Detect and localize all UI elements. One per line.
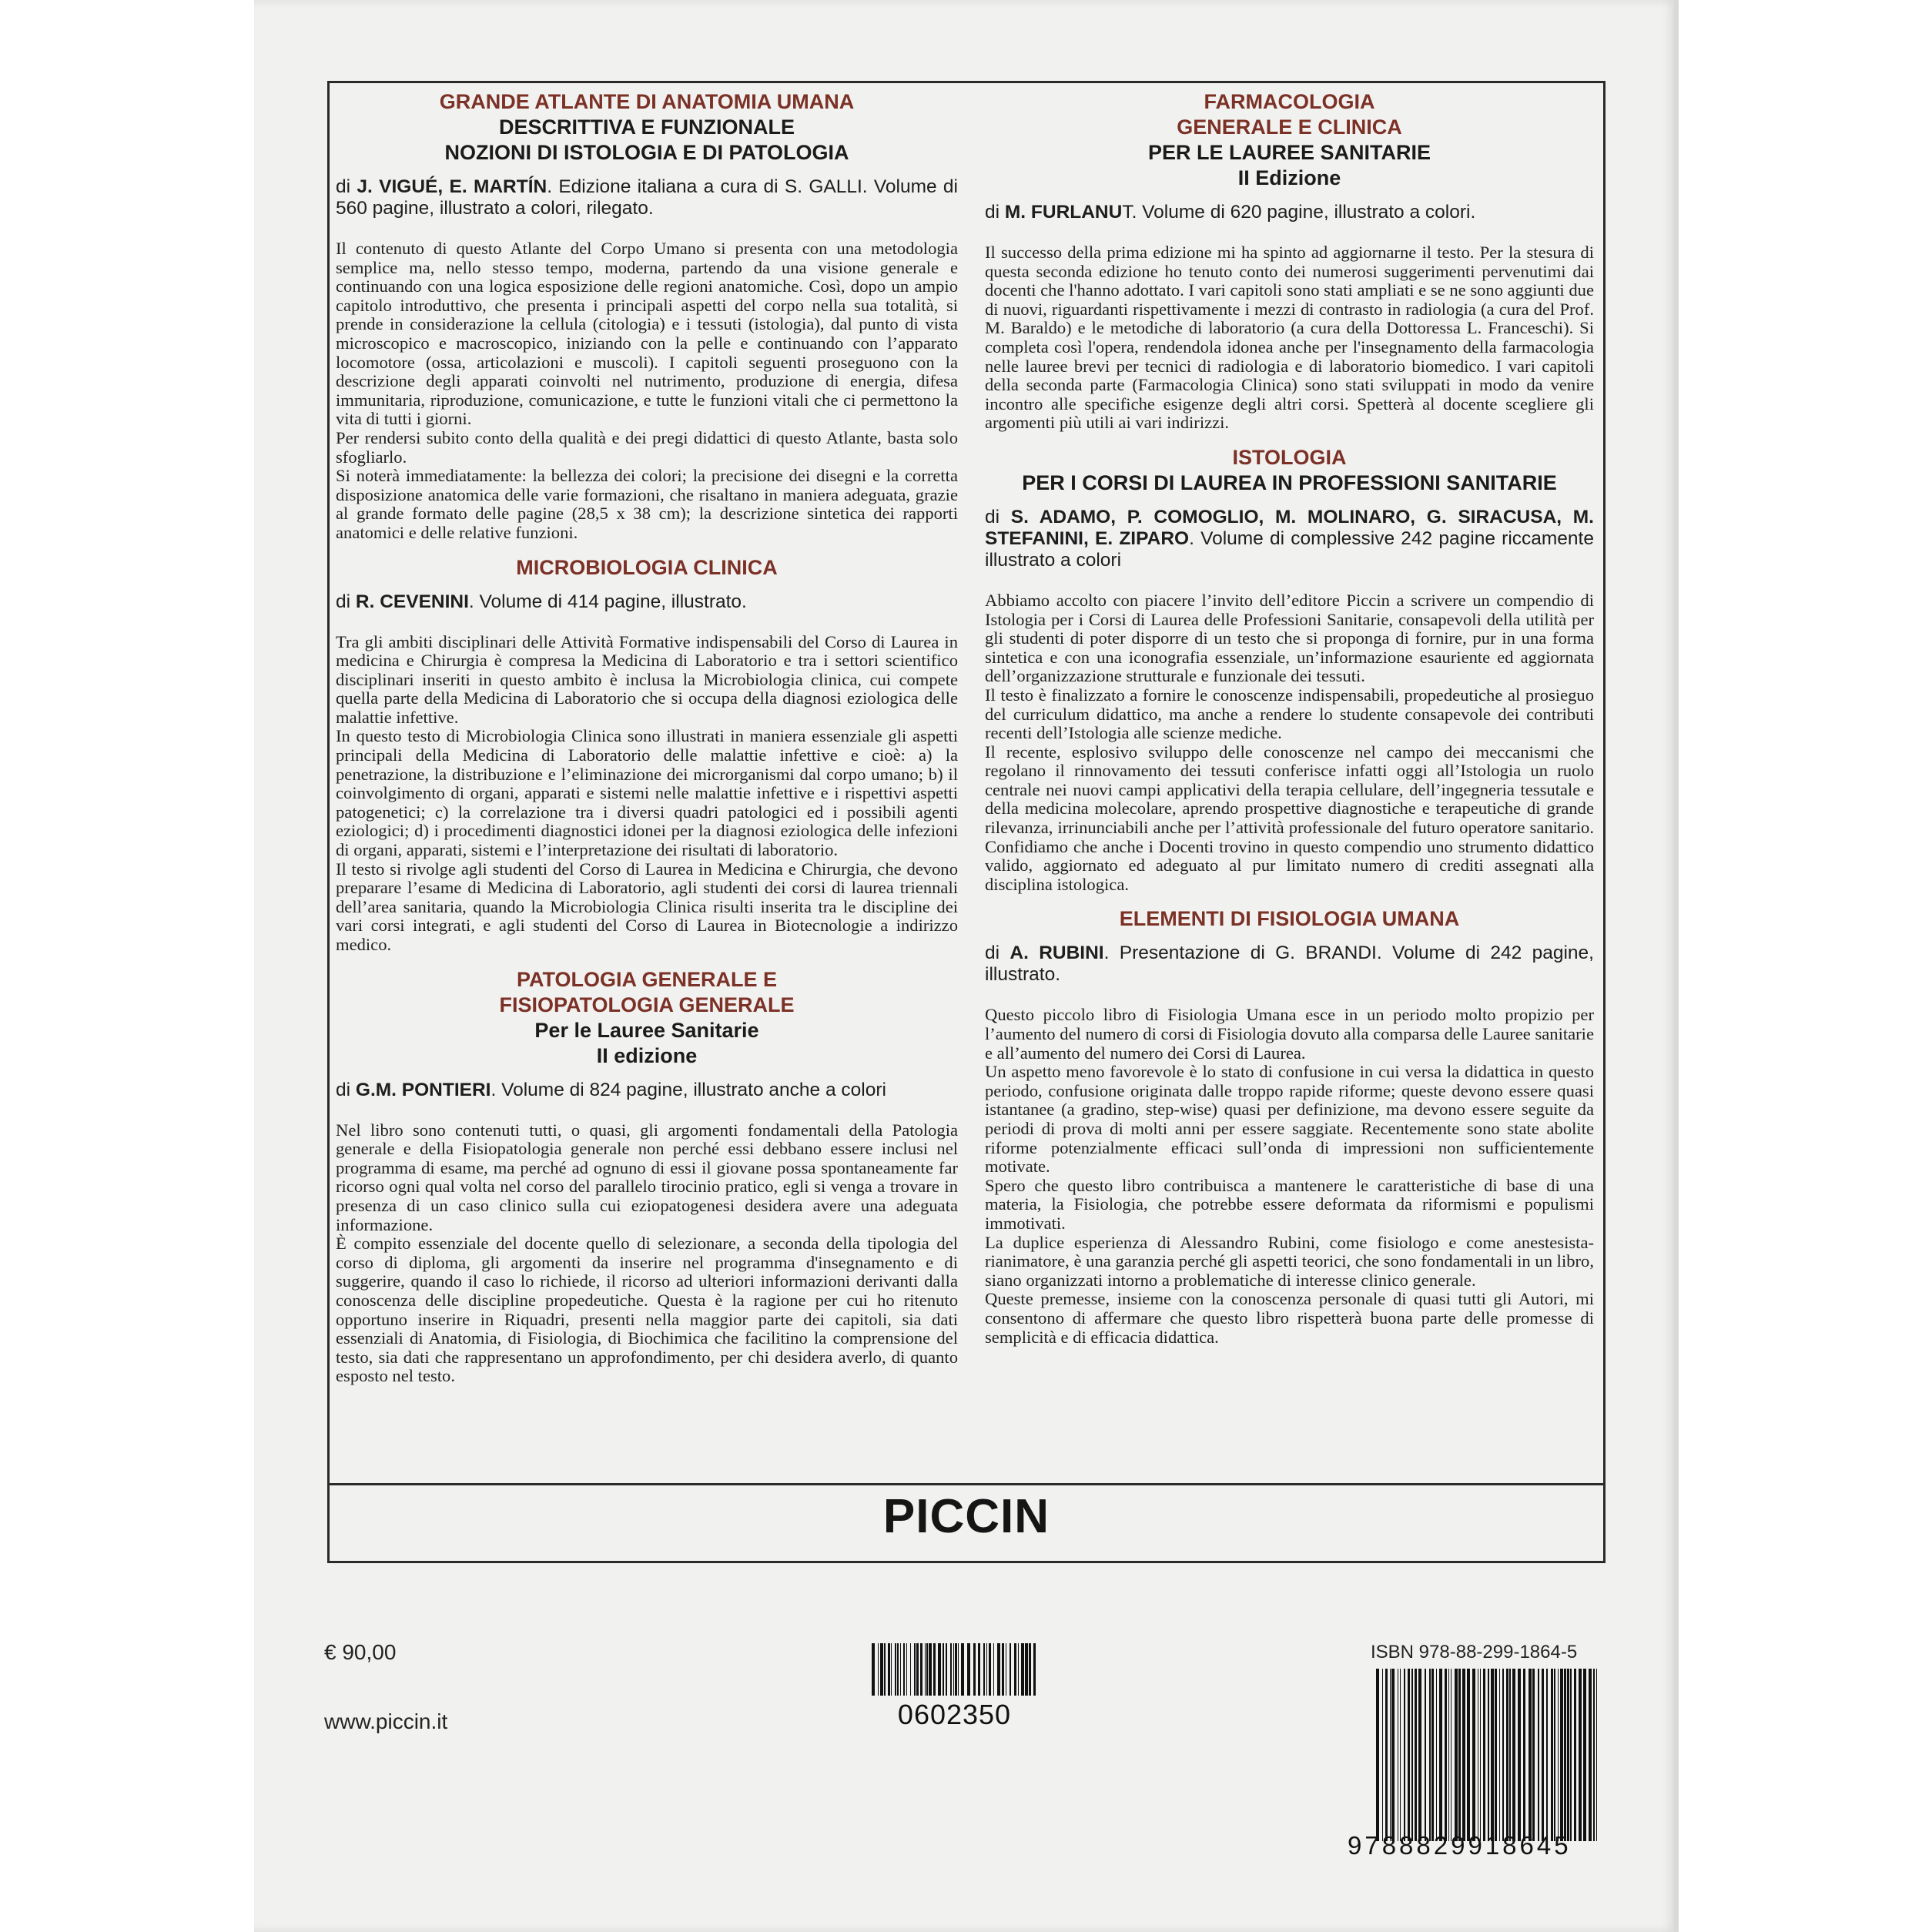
isbn-label: ISBN 978-88-299-1864-5 (1371, 1642, 1578, 1662)
barcode-bar (1560, 1669, 1563, 1841)
book-title: GRANDE ATLANTE DI ANATOMIA UMANA (439, 90, 855, 113)
description-paragraph: Queste premesse, insieme con la conoscenza personale di quasi tutti gli Autori, mi consentono di affermare che questo libro rispetterà buona parte delle promesse di semplicità e di efficacia didattica. (985, 1289, 1594, 1347)
author-prefix: di (336, 1079, 356, 1100)
barcode-bar (888, 1643, 890, 1696)
barcode-bar (1574, 1669, 1576, 1841)
book-details: . Volume di 824 pagine, illustrato anche a colori (491, 1079, 886, 1100)
barcode-bar (903, 1643, 905, 1696)
barcode-bar (1415, 1669, 1417, 1841)
barcode-bar (1551, 1669, 1553, 1841)
barcode-bar (1509, 1669, 1511, 1841)
barcode-bar (1458, 1669, 1461, 1841)
description-paragraph: Spero che questo libro contribuisca a mantenere le caratteristiche di base di una materia, la Fisiologia, che potrebbe essere deformata da riformismi e populismi immotivati. (985, 1175, 1594, 1233)
barcode-bar (973, 1643, 976, 1696)
barcode-bar (1593, 1669, 1595, 1841)
description-paragraph: Nel libro sono contenuti tutti, o quasi, gli argomenti fondamentali della Patologia generale e della Fisiopatologia generale non perché essi debbano essere inclusi nel programma di esame, ma perché ad ognuno di essi il giovane possa spontaneamente far ricorso ogni qual volta nel corso del parallelo tirocinio pratico, egli si venga a trovare in presenza di un caso clinico sulla cui eziopatogenesi desidera avere una adeguata informazione. (336, 1120, 958, 1234)
barcode-bar (953, 1643, 954, 1696)
barcode-bar (895, 1643, 896, 1696)
barcode-bar (1472, 1669, 1475, 1841)
barcode-bar (983, 1643, 985, 1696)
description-paragraph: Abbiamo accolto con piacere l’invito dell’editore Piccin a scrivere un compendio di Istologia per i Corsi di Laurea delle Professioni Sanitarie, consapevoli della utilità per gli studenti di poter disporre di un testo che si proponga di fornire, pur in una forma sintetica e con una iconografia essenziale, un’informazione esauriente ed aggiornata dell’organizzazione strutturale e funzionale dei tessuti. (985, 590, 1594, 686)
right-column (985, 89, 1594, 1561)
author-prefix: di (985, 506, 1011, 527)
barcode-bar (1579, 1669, 1582, 1841)
barcode-bar (1021, 1643, 1024, 1696)
book-title: ISTOLOGIA (1232, 445, 1347, 469)
book-description (985, 1006, 1594, 1347)
barcode-bar (897, 1643, 899, 1696)
book-title: PATOLOGIA GENERALE E (516, 967, 778, 991)
author-names: M. FURLANU (1004, 202, 1123, 223)
book-entry (336, 555, 958, 955)
barcode-bar (950, 1643, 952, 1696)
barcode-bar (910, 1643, 911, 1696)
author-names: G.M. PONTIERI (355, 1079, 491, 1100)
barcode-bar (1538, 1669, 1539, 1841)
book-title: ELEMENTI DI FISIOLOGIA UMANA (1119, 907, 1460, 931)
barcode-bar (1018, 1643, 1019, 1696)
small-barcode-number: 0602350 (897, 1699, 1012, 1730)
barcode-bar (938, 1643, 941, 1696)
barcode-bar (1529, 1669, 1532, 1841)
book-author-line (336, 591, 958, 613)
barcode-bar (914, 1643, 916, 1696)
barcode-bar (1583, 1669, 1586, 1841)
book-description (336, 633, 958, 955)
barcode-bar (1390, 1669, 1391, 1841)
author-prefix: di (336, 591, 356, 612)
description-paragraph: In questo testo di Microbiologia Clinica sono illustrati in maniera essenziale gli aspetti principali della Medicina di Laboratorio delle malattie infettive e cioè: a) la penetrazione, la distribuzione e l’eliminazione dei microrganismi dal corpo umano; b) il coinvolgimento di organi, apparati e sistemi nelle malattie infettive e i rispettivi aspetti patogenetici; c) la correlazione tra i diversi quadri patologici ed i possibili agenti eziologici; d) i procedimenti diagnostici idonei per la diagnosi eziologica delle infezioni di organi, apparati, sistemi e l’interpretazione dei risultati di laboratorio. (336, 726, 958, 860)
left-column (336, 89, 958, 1561)
description-paragraph: Questo piccolo libro di Fisiologia Umana esce in un periodo molto propizio per l’aumento del numero di corsi di Fisiologia dovuto alla comparsa delle Lauree sanitarie e all’aumento del numero dei Corsi di Laurea. (985, 1005, 1594, 1063)
barcode-bar (1408, 1669, 1410, 1841)
barcode-bar (946, 1643, 947, 1696)
book-details: T. Volume di 620 pagine, illustrato a colori. (1122, 202, 1476, 223)
barcode-bar (1445, 1669, 1447, 1841)
barcode-bar (1411, 1669, 1413, 1841)
book-subtitle: DESCRITTIVA E FUNZIONALE (499, 116, 795, 139)
barcode-bar (1558, 1669, 1559, 1841)
barcode-bar (1025, 1643, 1028, 1696)
book-subtitle: PER LE LAUREE SANITARIE (1147, 141, 1431, 164)
author-names: A. RUBINI (1010, 943, 1104, 964)
book-description (336, 239, 958, 543)
barcode-bar (1567, 1669, 1569, 1841)
barcode-bar (997, 1643, 1000, 1696)
description-paragraph: Si noterà immediatamente: la bellezza dei colori; la precisione dei disegni e la corretta disposizione anatomica delle varie formazioni, che risaltano in maniera adeguata, grazie al grande formato delle pagine (28,5 x 38 cm); la descrizione sintetica dei rapporti anatomici e delle relative funzioni. (336, 466, 958, 542)
barcode-bar (1518, 1669, 1521, 1841)
barcode-bar (967, 1643, 970, 1696)
barcode-bar (1532, 1669, 1535, 1841)
barcode-bar (1014, 1643, 1016, 1696)
barcode-bar (955, 1643, 957, 1696)
barcode-bar (1483, 1669, 1485, 1841)
website-link[interactable]: www.piccin.it (324, 1709, 448, 1733)
barcode-bar (989, 1643, 991, 1696)
book-description (336, 1121, 958, 1386)
barcode-bar (1564, 1669, 1566, 1841)
barcode-bar (1596, 1669, 1597, 1841)
book-subtitle: II edizione (596, 1043, 698, 1067)
barcode-bar (986, 1643, 987, 1696)
book-subtitle: II Edizione (1237, 166, 1341, 189)
barcode-bar (1404, 1669, 1405, 1841)
barcode-bar (1425, 1669, 1426, 1841)
description-paragraph: Tra gli ambiti disciplinari delle Attività Formative indispensabili del Corso di Laurea in medicina e Chirurgia è compresa la Medicina di Laboratorio e tra i settori scientifico disciplinari inseriti in questo ambito è inclusa la Microbiologia clinica, cui compete quella parte della Medicina di Laboratorio che si occupa della diagnosi eziologica delle malattie infettive. (336, 631, 958, 727)
barcode-bar (1495, 1669, 1497, 1841)
barcode-bar (872, 1643, 875, 1696)
author-names: S. ADAMO, P. COMOGLIO, M. MOLINARO, G. SIRACUSA, M. STEFANINI, E. ZIPARO (985, 506, 1594, 549)
barcode-bar (993, 1643, 994, 1696)
barcode-bar (1467, 1669, 1470, 1841)
barcode-bar (929, 1643, 932, 1696)
description-paragraph: Il recente, esplosivo sviluppo delle conoscenze nel campo dei meccanismi che regolano il rinnovamento dei tessuti conferisce infatti oggi all’Istologia un ruolo centrale nei nuovi campi applicativi della terapia cellulare, dell’ingegneria tessutale e della medicina molecolare, aprendo prospettive diagnostiche e terapeutiche di grande rilevanza, irrinunciabili anche per l’attività professionale del futuro operatore sanitario. Confidiamo che anche i Docenti trovino in questo compendio uno strumento didattico valido, aggiornato ed adeguato al pur limitato numero di crediti assegnati alla disciplina istologica. (985, 742, 1594, 894)
publisher-logo: PICCIN (882, 1490, 1050, 1543)
barcode-bar (1451, 1669, 1452, 1841)
barcode-bar (1506, 1669, 1508, 1841)
book-entry (336, 89, 958, 543)
barcode-bar (1418, 1669, 1421, 1841)
description-paragraph: Il testo si rivolge agli studenti del Corso di Laurea in Medicina e Chirurgia, che devono preparare l’esame di Medicina di Laboratorio, agli studenti dei corsi di laurea triennali dell’area sanitaria, quando la Microbiologia Clinica risulti inserita tra le discipline dei vari corsi integrati, e agli studenti del Corso di Laurea in Biotecnologie a indirizzo medico. (336, 859, 958, 954)
barcode-bar (1431, 1669, 1434, 1841)
barcode-bar (933, 1643, 936, 1696)
book-author-line (985, 943, 1594, 986)
small-barcode (872, 1643, 1037, 1696)
book-entry (985, 445, 1594, 895)
barcode-bar (978, 1643, 980, 1696)
barcode-bar (1455, 1669, 1458, 1841)
logo-divider (330, 1483, 1603, 1485)
book-author-line (336, 176, 958, 219)
barcode-bar (926, 1643, 928, 1696)
barcode-bar (1010, 1643, 1011, 1696)
barcode-bar (916, 1643, 919, 1696)
barcode-bar (1502, 1669, 1504, 1841)
book-title: GENERALE E CLINICA (1177, 116, 1402, 139)
book-title: MICROBIOLOGIA CLINICA (516, 555, 778, 579)
barcode-bar (1429, 1669, 1431, 1841)
book-description (985, 591, 1594, 895)
book-subtitle: NOZIONI DI ISTOLOGIA E DI PATOLOGIA (444, 141, 849, 164)
book-author-line (336, 1080, 958, 1101)
book-details: . Presentazione di G. BRANDI. Volume di 242 pagine, illustrato. (985, 943, 1594, 986)
book-title: FARMACOLOGIA (1204, 90, 1375, 113)
barcode-bar (1512, 1669, 1515, 1841)
description-paragraph: Per rendersi subito conto della qualità e dei pregi didattici di questo Atlante, basta solo sfogliarlo. (336, 427, 958, 467)
barcode-bar (1554, 1669, 1555, 1841)
author-prefix: di (985, 943, 1010, 964)
barcode-bar (1480, 1669, 1481, 1841)
book-entry (985, 89, 1594, 433)
isbn-barcode (1376, 1669, 1599, 1841)
description-paragraph: Il testo è finalizzato a fornire le conoscenze indispensabili, propedeutiche al prosieguo del curriculum didattico, ma anche a rendere lo studente consapevole dei contributi recenti dell’Istologia alle scienze mediche. (985, 685, 1594, 743)
barcode-bar (958, 1643, 959, 1696)
barcode-bar (1499, 1669, 1500, 1841)
price-label: € 90,00 (324, 1640, 397, 1664)
barcode-bar (920, 1643, 922, 1696)
barcode-bar (1376, 1669, 1379, 1841)
barcode-bar (1491, 1669, 1494, 1841)
book-author-line (985, 202, 1594, 223)
description-paragraph: Un aspetto meno favorevole è lo stato di confusione in cui versa la didattica in questo periodo, confusione originata dalle troppo rapide riforme; queste devono essere quasi istantanee (a gradino, step-wise) quasi per definizione, ma devono essere seguite da periodi di prova di molti anni per essere saggiate. Recentemente sono state abolite riforme potenzialmente efficaci sull’onda di impressioni non sufficientemente motivate. (985, 1062, 1594, 1177)
barcode-bar (1029, 1643, 1031, 1696)
barcode-bar (1033, 1643, 1036, 1696)
author-prefix: di (985, 202, 1005, 223)
description-paragraph: Il successo della prima edizione mi ha spinto ad aggiornarne il testo. Per la stesura di questa seconda edizione ho tenuto conto dei numerosi suggerimenti pervenutimi dai docenti che l'hanno adottato. I vari capitoli sono stati ampliati e se ne sono aggiunti due di nuovi, riguardanti rispettivamente i mezzi di contrasto in radiologia (a cura del Prof. M. Baraldo) e le metodiche di laboratorio (a cura della Dottoressa L. Franceschi). Si completa così l'opera, rendendola idonea anche per l'insegnamento della farmacologia nelle lauree brevi per tecnici di radiologia e di laboratorio biomedico. I vari capitoli della seconda parte (Farmacologia Clinica) sono stati sviluppati in modo da venire incontro alle specifiche esigenze degli altri corsi. Spetterà al docente scegliere gli argomenti più utili ai vari indirizzi. (985, 243, 1594, 433)
barcode-bar (961, 1643, 964, 1696)
book-entry (985, 906, 1594, 1347)
barcode-bar (1542, 1669, 1544, 1841)
book-entry (336, 967, 958, 1386)
barcode-bar (884, 1643, 886, 1696)
book-details: . Volume di complessive 242 pagine riccamente illustrato a colori (985, 527, 1594, 571)
catalog-frame (327, 81, 1606, 1563)
barcode-bar (1382, 1669, 1383, 1841)
book-subtitle: Per le Lauree Sanitarie (534, 1018, 759, 1042)
author-names: R. CEVENINI (355, 591, 469, 612)
description-paragraph: La duplice esperienza di Alessandro Rubini, come fisiologo e come anestesista-rianimatore, è una garanzia perché gli aspetti teorici, che sono fondamentali in un libro, siano organizzati intorno a problematiche di interesse clinico generale. (985, 1232, 1594, 1290)
description-paragraph: È compito essenziale del docente quello di selezionare, a seconda della tipologia del corso di diploma, gli argomenti da inserire nel programma d'insegnamento e di suggerire, quando il caso lo richiede, il ricorso ad ulteriori informazioni derivanti dalla conoscenza delle discipline propedeutiche. Questa è la ragione per cui ho ritenuto opportuno inserire in Riquadri, presenti nella maggior parte dei capitoli, sia dati essenziali di Anatomia, di Fisiologia, di Biochimica che facilitino la comprensione del testo, sia dati che rappresentano un approfondimento, per chi desidera averlo, di quanto esposto nel testo. (336, 1234, 958, 1386)
barcode-bar (1488, 1669, 1489, 1841)
barcode-bar (943, 1643, 944, 1696)
barcode-bar (1400, 1669, 1401, 1841)
barcode-bar (1570, 1669, 1572, 1841)
book-subtitle: PER I CORSI DI LAUREA IN PROFESSIONI SANITARIE (1022, 470, 1557, 494)
barcode-bar (878, 1643, 879, 1696)
barcode-bar (900, 1643, 901, 1696)
book-title: FISIOPATOLOGIA GENERALE (499, 993, 795, 1016)
isbn-barcode-digits: 9788829918645 (1348, 1831, 1572, 1860)
barcode-bar (1002, 1643, 1004, 1696)
cover-edge (1674, 0, 1679, 1932)
description-paragraph: Il contenuto di questo Atlante del Corpo Umano si presenta con una metodologia semplice ma, nello stesso tempo, moderna, partendo da una visione generale e continuando con una logica esposizione delle regioni anatomiche. Così, dopo un ampio capitolo introduttivo, che presenta i principali aspetti del corpo nella sua totalità, si prende in considerazione la cellula (citologia) e i tessuti (istologia), dal punto di vista microscopico e macroscopico, iniziando con la pelle e continuando con l’apparato locomotore (ossa, articolazioni e muscoli). I capitoli seguenti proseguono con la descrizione degli apparati coinvolti nel nutrimento, produzione di energia, difesa immunitaria, riproduzione, comunicazione, e tutte le funzioni vitali che ci permettono la vita di tutti i giorni. (336, 239, 958, 429)
barcode-bar (1391, 1669, 1395, 1841)
barcode-bar (1448, 1669, 1449, 1841)
barcode-bar (1589, 1669, 1592, 1841)
author-names: J. VIGUÉ, E. MARTÍN (357, 176, 547, 197)
barcode-bar (1436, 1669, 1437, 1841)
barcode-bar (1462, 1669, 1465, 1841)
barcode-bar (925, 1643, 926, 1696)
barcode-bar (1546, 1669, 1548, 1841)
barcode-bar (1385, 1669, 1388, 1841)
barcode-bar (880, 1643, 883, 1696)
barcode-bar (1439, 1669, 1442, 1841)
book-author-line (985, 507, 1594, 571)
barcode-bar (1523, 1669, 1525, 1841)
author-prefix: di (336, 176, 357, 197)
barcode-bar (906, 1643, 907, 1696)
book-description (985, 243, 1594, 433)
barcode-bar (891, 1643, 892, 1696)
book-details: . Edizione italiana a cura di S. GALLI. Volume di 560 pagine, illustrato a colori, rilegato. (336, 176, 958, 219)
book-details: . Volume di 414 pagine, illustrato. (468, 591, 747, 612)
